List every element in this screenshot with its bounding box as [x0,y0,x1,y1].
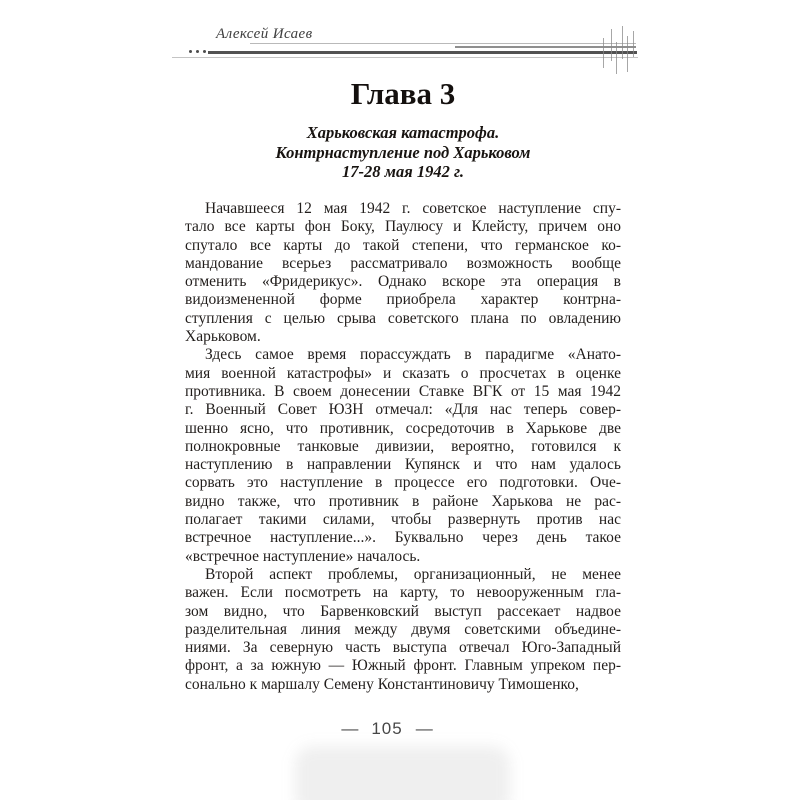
text-line: «встречное наступление» началось. [185,547,421,565]
text-line: ниями. За северную часть выступа отвечал Юго-Западный [185,639,621,657]
text-line: Второй аспект проблемы, организационный, не менее [205,565,621,583]
footer-ornament-left: — [341,719,359,738]
author-name: Алексей Исаев [216,26,313,42]
text-line: спутало все карты до такой степени, что германское ко- [185,236,621,254]
page-footer [187,719,587,739]
text-line: полагает такими силами, чтобы развернуть против нас [185,511,621,529]
text-line: видоизмененной форме приобрела характер контрна- [185,291,621,309]
header-rule-thick [208,51,637,54]
text-line: Харьковом. [185,328,261,346]
chapter-subtitle-line: Харьковская катастрофа. [306,123,500,142]
chapter-subtitle-line: Контрнаступление под Харьковом [275,142,531,162]
text-line: сорвать это наступление в процессе его подготовки. Оче- [185,474,621,492]
footer-ornament-right: — [415,719,433,738]
text-line: противника. В своем донесении Ставке ВГК от 15 мая 1942 [185,382,621,400]
text-line: разделительная линия между двумя советскими объедине- [185,620,621,638]
chapter-subtitle [175,123,631,182]
text-line: тало все карты фон Боку, Паулюсу и Клейсту, причем оно [185,218,621,236]
text-line: видно также, что противник в районе Харькова не рас- [185,492,621,510]
text-line: шенно ясно, что противник, сосредоточив в Харькове две [185,419,621,437]
ornament-hatch-icon [600,26,640,76]
header-rule-thin-bottom [172,57,638,58]
text-line: важен. Если посмотреть на карту, то невооруженным гла- [185,584,621,602]
text-line: встречное наступление...». Буквально через день такое [185,529,621,547]
text-line: отменить «Фридерикус». Однако вскоре эта операция в [185,273,621,291]
body-text [185,200,621,694]
page-number: 105 [371,719,403,738]
text-line: сонально к маршалу Семену Константиновичу Тимошенко, [185,675,579,693]
ornament-dots-icon [189,50,206,53]
chapter-title: Глава 3 [350,76,456,111]
header-rule-thin-top [250,43,636,44]
text-line: мия военной катастрофы» и сказать о просчетах в оценке [185,364,621,382]
text-line: Начавшееся 12 мая 1942 г. советское наступление спу- [205,200,621,217]
text-line: г. Военный Совет ЮЗН отмечал: «Для нас теперь совер- [185,401,621,419]
text-line: Здесь самое время порассуждать в парадигме «Анато- [205,346,621,364]
text-line: полнокровные танковые дивизии, вероятно, готовился к [185,437,621,455]
chapter-subtitle-line: 17-28 мая 1942 г. [342,162,464,181]
text-line: зом видно, что Барвенковский выступ рассекает надвое [185,602,621,620]
text-line: наступлению в направлении Купянск и что нам удалось [185,456,621,474]
text-line: фронт, а за южную — Южный фронт. Главным упреком пер- [185,657,621,675]
scan-artifact [295,746,510,800]
text-line: ступления с целью срыва советского плана по овладению [185,309,621,327]
text-line: мандование всерьез рассматривало возможность вообще [185,254,621,272]
